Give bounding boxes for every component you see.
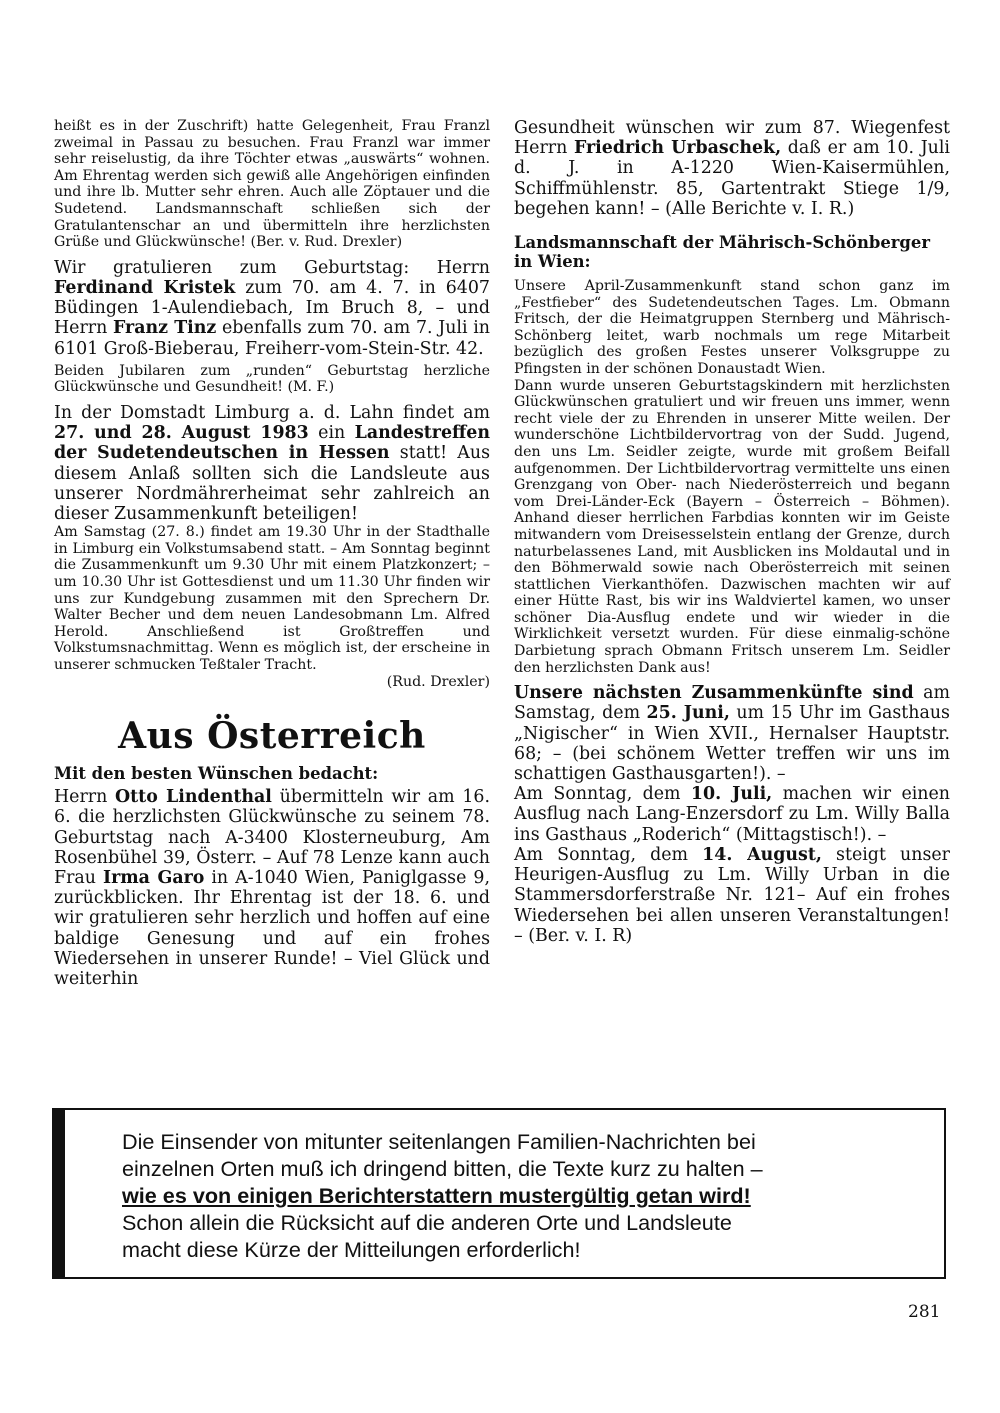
notice-emphasis-line: wie es von einigen Berichterstattern mustergültig getan wird! (122, 1183, 751, 1208)
text: Herrn (54, 787, 115, 808)
page-number: 281 (908, 1302, 941, 1322)
next-meetings-lead: Unsere nächsten Zusammenkünfte sind (514, 683, 914, 704)
meeting-name: Landestreffen der Sudetendeutschen in Hessen (54, 423, 490, 464)
birthday-paragraph-kristek-tinz (54, 258, 490, 359)
name-irma-garo: Irma Garo (102, 867, 205, 888)
birthday-paragraph-urbaschek (514, 118, 950, 219)
july-excursion-paragraph (514, 784, 950, 845)
text: Am Sonntag, dem (514, 844, 703, 865)
text: machen wir einen Ausflug nach Lang-Enzersdorf zu Lm. Willy Balla ins Gasthaus „Roderich“ (Mittagstisch!). – (514, 784, 950, 845)
name-otto-lindenthal: Otto Lindenthal (114, 787, 272, 808)
name-franz-tinz: Franz Tinz (113, 318, 217, 339)
text: statt! Aus diesem Anlaß sollten sich die Landsleute aus unserer Nordmährerheimat sehr zahlreich an dieser Zusammenkunft beteiligen! (54, 443, 490, 524)
date-june-25: 25. Juni, (646, 703, 730, 724)
text: Gesundheit wünschen wir zum 87. Wiegenfest Herrn (514, 118, 950, 159)
slideshow-paragraph: Dann wurde unseren Geburtstagskindern mit herzlichsten Glückwünschen gratuliert und wir freuen uns immer, wenn recht viele der zu Ehrenden in unserer Mitte weilen. Der wunderschöne Lichtbildervortrag von der Sudd. Jugend, den uns Lm. Seidler zeigte, wurde mit großem Beifall aufgenommen. Der Lichtbildervortrag vermittelte uns einen Grenzgang von Ober- nach Niederösterreich und begann vom Drei-Länder-Eck (Bayern – Österreich – Böhmen). Anhand dieser herrlichen Farbdias konnten wir im Geiste mitwandern vom Dreisesselstein entlang der Grenze, durch naturbelassenes Land, mit Ausblicken ins Moldautal und in den Böhmerwald sowie nach Oberösterreich mit seinen stattlichen Vierkanthöfen. Dazwischen machten wir auf einer Hütte Rast, bis wir ins Waldviertel kamen, wo unser schöner Dia-Ausflug endete und wir wieder in die Wirklichkeit versetzt wurden. Für diese einmalig-schöne Darbietung sprach Obmann Fritsch unserem Lm. Seidler den herzlichsten Dank aus! (514, 377, 950, 676)
text: um 15 Uhr im Gasthaus „Nigischer“ in Wien XVII., Hernalser Hauptstr. 68; – (bei schönem Wetter treffen wir uns im schattigen Gasthausgarten!). – (514, 703, 950, 785)
text: daß er am 10. Juli d. J. in A-1220 Wien-Kaisermühlen, Schiffmühlenstr. 85, Gartentrakt Stiege 1/9, begehen kann! – (Alle Berichte v. I. R.) (514, 138, 950, 219)
heading-landsmannschaft: Landsmannschaft der Mährisch-Schönberger in Wien: (514, 233, 930, 272)
april-meeting-paragraph: Unsere April-Zusammenkunft stand schon ganz im „Festfieber“ des Sudetendeutschen Tages. Lm. Obmann Fritsch, der die Heimatgruppen Sternberg und Mährisch-Schönberg leitet, warb nochmals um rege Mitarbeit bezüglich des großen Festes unserer Volksgruppe zu Pfingsten in der schönen Donaustadt Wien. (514, 278, 950, 377)
section-title-austria: Aus Österreich (118, 715, 426, 758)
name-ferdinand-kristek: Ferdinand Kristek (54, 277, 236, 298)
meeting-schedule-paragraph: Am Samstag (27. 8.) findet am 19.30 Uhr in der Stadthalle in Limburg ein Volkstumsabend statt. – Am Sonntag beginnt die Zusammenkunft um 9.30 Uhr mit einem Platzkonzert; – um 10.30 Uhr ist Gottesdienst und um 11.30 Uhr finden wir uns zur Kundgebung zusammen mit den Sprechern Dr. Walter Becher und dem neuen Landesobmann Lm. Alfred Herold. Anschließend ist Großtreffen und Volkstumsnachmittag. Wenn es möglich ist, der erscheine in unserer schmucken Teßtaler Tracht. (54, 524, 490, 673)
date-august-14: 14. August, (702, 844, 822, 865)
notice-line: Die Einsender von mitunter seitenlangen Familien-Nachrichten bei (122, 1129, 756, 1154)
text: übermitteln wir am 16. 6. die herzlichsten Glückwünsche zu seinem 78. Geburtstag nach A-3400 Klosterneuburg, Am Rosenbühel 39, Österr. – Auf 78 Lenze kann auch Frau (54, 787, 490, 888)
left-column (54, 118, 490, 989)
text: ein (308, 423, 355, 444)
limburg-meeting-paragraph (54, 403, 490, 524)
editor-notice-box (52, 1108, 946, 1279)
name-friedrich-urbaschek: Friedrich Urbaschek, (573, 138, 782, 159)
text: Am Sonntag, dem (514, 784, 691, 805)
meeting-dates: 27. und 28. August 1983 (54, 423, 309, 444)
notice-left-bar (54, 1110, 65, 1277)
right-column (514, 118, 950, 946)
text: ebenfalls zum 70. am 7. Juli in 6101 Groß-Bieberau, Freiherr-vom-Stein-Str. 42. (54, 318, 490, 359)
text: zum 70. am 4. 7. in 6407 Büdingen 1-Aulendiebach, Im Bruch 8, – und Herrn (54, 277, 490, 339)
date-july-10: 10. Juli, (690, 784, 773, 805)
birthday-paragraph-lindenthal-garo (54, 787, 490, 989)
text: steigt unser Heurigen-Ausflug zu Lm. Willy Urban in die Stammersdorferstraße Nr. 121– Auf ein frohes Wiedersehen bei allen unseren Veranstaltungen! – (Ber. v. I. R) (514, 844, 950, 946)
next-meetings-paragraph (514, 683, 950, 784)
congratulation-paragraph: Beiden Jubilaren zum „runden“ Geburtstag herzliche Glückwünsche und Gesundheit! (M. F.) (54, 362, 490, 396)
author-signature: (Rud. Drexler) (386, 673, 490, 690)
text: in A-1040 Wien, Paniglgasse 9, zurückblicken. Ihr Ehrentag ist der 18. 6. und wir gratulieren sehr herzlich und hoffen auf eine baldige Genesung und auf ein frohes Wiedersehen in unserer Runde! – Viel Glück und weiterhin (54, 867, 490, 989)
notice-line: macht diese Kürze der Mitteilungen erforderlich! (122, 1237, 581, 1262)
august-excursion-paragraph (514, 845, 950, 946)
heading-best-wishes: Mit den besten Wünschen bedacht: (54, 764, 379, 784)
notice-line: einzelnen Orten muß ich dringend bitten, die Texte kurz zu halten – (122, 1156, 763, 1181)
text: Wir gratulieren zum Geburtstag: Herrn (54, 257, 490, 278)
notice-text (122, 1128, 902, 1263)
text: In der Domstadt Limburg a. d. Lahn findet am (54, 402, 490, 423)
text: am Samstag, dem (514, 683, 950, 724)
notice-line: Schon allein die Rücksicht auf die anderen Orte und Landsleute (122, 1210, 732, 1235)
article-paragraph-franzl: heißt es in der Zuschrift) hatte Gelegenheit, Frau Franzl zweimal in Passau zu besuchen. Frau Franzl war immer sehr reiselustig, da ihre Töchter etwas „auswärts“ wohnen. Am Ehrentag werden sich gewiß alle Angehörigen einfinden und ihre lb. Mutter sehr ehren. Auch alle Zöptauer und die Sudetend. Landsmannschaft schließen sich der Gratulantenschar an und übermitteln ihre herzlichsten Grüße und Glückwünsche! (Ber. v. Rud. Drexler) (54, 118, 490, 251)
